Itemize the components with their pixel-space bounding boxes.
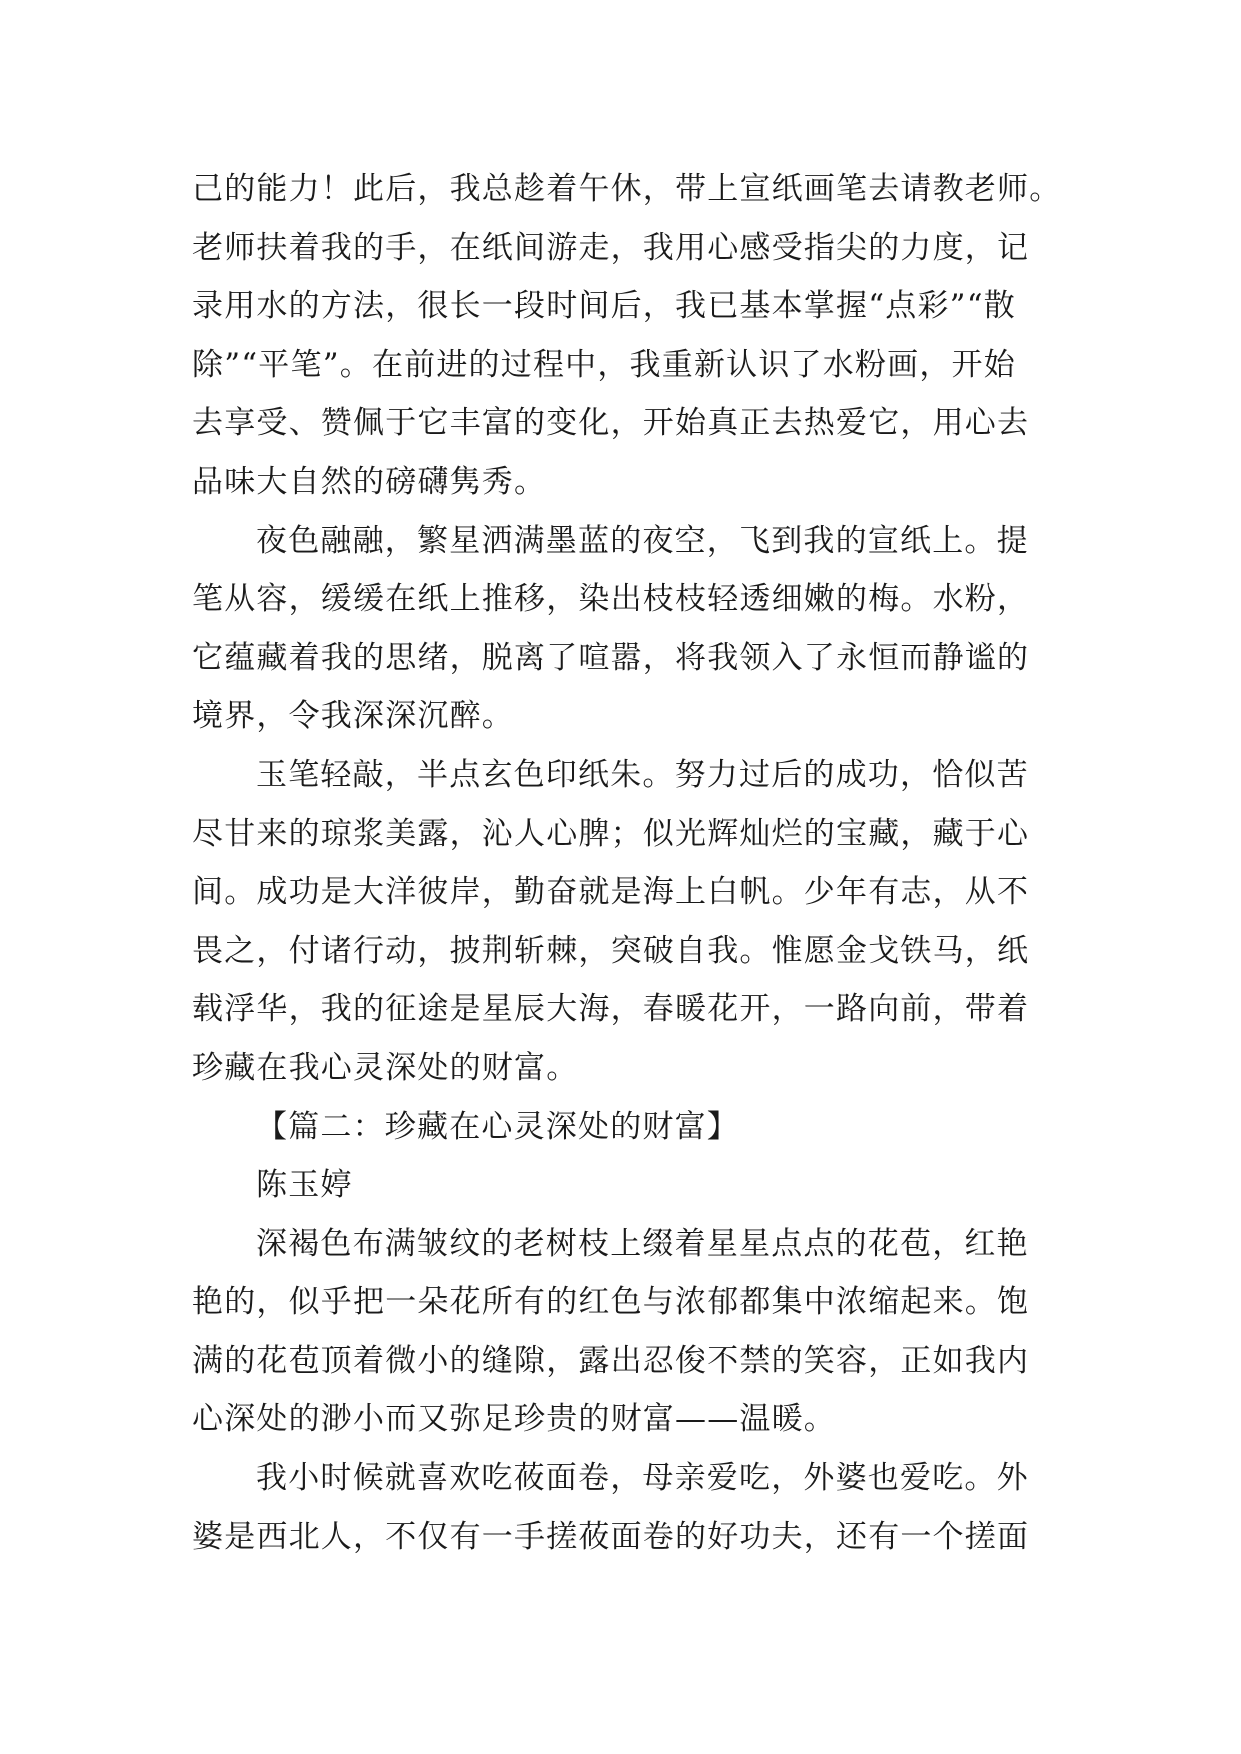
text-line: 满的花苞顶着微小的缝隙，露出忍俊不禁的笑容，正如我内	[192, 1342, 1030, 1379]
text-line: 录用水的方法，很长一段时间后，我已基本掌握“点彩”“散	[192, 288, 1016, 325]
text-line: 己的能力！此后，我总趁着午休，带上宣纸画笔去请教老师。	[192, 171, 1062, 207]
text-line: 婆是西北人，不仅有一手搓莜面卷的好功夫，还有一个搓面	[192, 1518, 1030, 1555]
text-line: 珍藏在我心灵深处的财富。	[192, 1049, 579, 1086]
text-line: 去享受、赞佩于它丰富的变化，开始真正去热爱它，用心去	[192, 405, 1030, 442]
text-line: 除”“平笔”。在前进的过程中，我重新认识了水粉画，开始	[192, 346, 1016, 383]
text-line: 老师扶着我的手，在纸间游走，我用心感受指尖的力度，记	[192, 229, 1030, 266]
text-line: 笔从容，缓缓在纸上推移，染出枝枝轻透细嫩的梅。水粉，	[192, 581, 1030, 618]
section-title: 【篇二：珍藏在心灵深处的财富】	[256, 1108, 739, 1145]
paragraph-first-line: 我小时候就喜欢吃莜面卷，母亲爱吃，外婆也爱吃。外	[256, 1460, 1029, 1497]
text-line: 载浮华，我的征途是星辰大海，春暖花开，一路向前，带着	[192, 991, 1030, 1028]
text-line: 艳的，似乎把一朵花所有的红色与浓郁都集中浓缩起来。饱	[192, 1284, 1030, 1321]
paragraph-first-line: 夜色融融，繁星洒满墨蓝的夜空，飞到我的宣纸上。提	[256, 522, 1029, 559]
paragraph-first-line: 玉笔轻敲，半点玄色印纸朱。努力过后的成功，恰似苦	[256, 756, 1029, 793]
text-line: 间。成功是大洋彼岸，勤奋就是海上白帆。少年有志，从不	[192, 874, 1030, 911]
body-text	[192, 160, 1072, 1566]
text-line: 它蕴藏着我的思绪，脱离了喧嚣，将我领入了永恒而静谧的	[192, 639, 1030, 676]
text-line: 心深处的渺小而又弥足珍贵的财富——温暖。	[192, 1401, 836, 1438]
text-line: 品味大自然的磅礴隽秀。	[192, 463, 547, 500]
text-line: 尽甘来的琼浆美露，沁人心脾；似光辉灿烂的宝藏，藏于心	[192, 815, 1030, 852]
text-line: 畏之，付诸行动，披荆斩棘，突破自我。惟愿金戈铁马，纸	[192, 932, 1030, 969]
text-line: 境界，令我深深沉醉。	[192, 698, 514, 735]
author-name: 陈玉婷	[256, 1167, 353, 1204]
paragraph-first-line: 深褐色布满皱纹的老树枝上缀着星星点点的花苞，红艳	[256, 1225, 1029, 1262]
